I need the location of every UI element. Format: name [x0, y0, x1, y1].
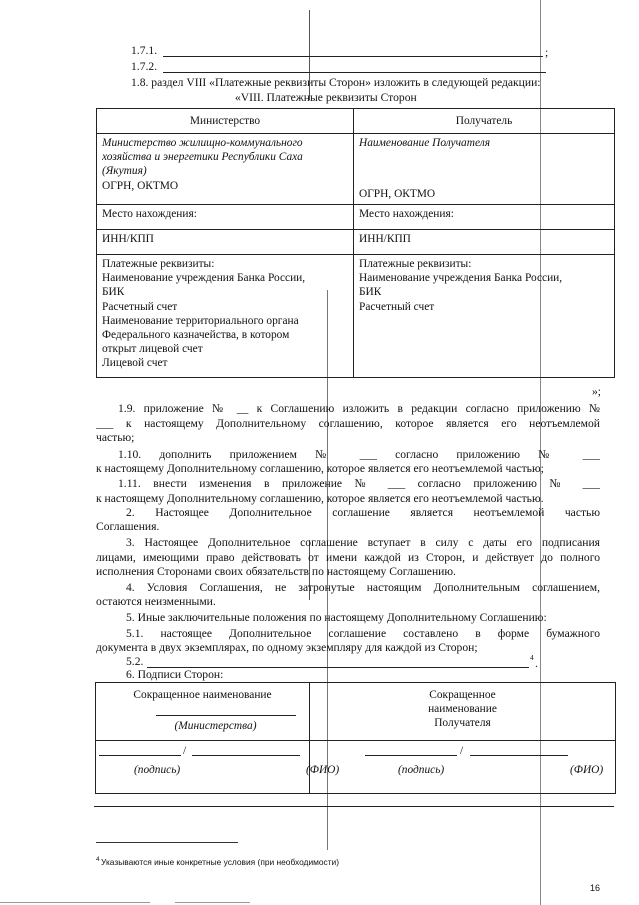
ministry-payment-line: БИК: [102, 286, 125, 299]
ministry-fio-label: (ФИО): [306, 764, 340, 776]
recipient-name: Наименование Получателя: [359, 137, 490, 149]
item-5-1-line: документа в двух экземплярах, по одному экземпляру для каждой из Сторон;: [96, 641, 478, 654]
ministry-payment-line: Федерального казначейства, в котором: [102, 329, 290, 342]
item-2-line: Соглашения.: [96, 520, 160, 533]
ministry-org-label: (Министерства): [174, 720, 257, 732]
ministry-signature-line: [99, 745, 181, 756]
recipient-signature-line: [365, 745, 457, 756]
item-1-7-1-label: 1.7.1.: [131, 44, 158, 57]
section-closing-mark: »;: [592, 385, 602, 398]
ministry-short-name-blank: [156, 705, 296, 716]
ministry-short-name-cell: [96, 683, 310, 741]
recipient-short-name-label: Получателя: [434, 717, 491, 729]
item-1-7-2-blank: [163, 60, 546, 73]
recipient-location: Место нахождения:: [354, 205, 615, 230]
signature-slash: /: [460, 745, 464, 757]
item-5-2-label: 5.2.: [126, 655, 144, 668]
item-1-11-line: 1.11. внести изменения в приложение № ___ согласно приложению № ___: [118, 477, 600, 490]
recipient-payment-line: Расчетный счет: [359, 300, 435, 313]
item-1-7-1-end: ;: [545, 46, 549, 59]
ministry-payment-line: Расчетный счет: [102, 300, 178, 313]
recipient-payment-details: [354, 255, 615, 378]
recipient-column-header: Получатель: [354, 109, 615, 134]
recipient-ogrn: ОГРН, ОКТМО: [359, 187, 436, 200]
item-1-11-line: к настоящему Дополнительному соглашению, которое является его неотъемлемой частью.: [96, 492, 544, 505]
item-3-line: исполнения Сторонами своих обязательств по настоящему Соглашению.: [96, 565, 456, 578]
item-1-10-line: к настоящему Дополнительному соглашению, которое является его неотъемлемой частью;: [96, 462, 544, 475]
recipient-name-cell: [354, 134, 615, 205]
section-viii-heading: «VIII. Платежные реквизиты Сторон: [235, 91, 417, 104]
item-1-9-line: 1.9. приложение № __ к Соглашению изложить в редакции согласно приложению №: [118, 402, 600, 415]
item-6: 6. Подписи Сторон:: [126, 668, 224, 681]
ministry-signature-cell: [96, 741, 340, 794]
signatures-table: [95, 682, 616, 794]
scan-artifact-line: [0, 902, 150, 903]
payment-requisites-table: [96, 108, 615, 378]
ministry-fio-line: [192, 745, 300, 756]
ministry-ogrn: ОГРН, ОКТМО: [102, 179, 179, 192]
ministry-payment-line: Наименование территориального органа: [102, 314, 299, 327]
footnote-mark: 4: [96, 856, 100, 863]
recipient-fio-line: [470, 745, 568, 756]
item-5-2-blank: [147, 655, 529, 668]
ministry-column-header: Министерство: [97, 109, 354, 134]
ministry-payment-line: Платежные реквизиты:: [102, 258, 215, 270]
item-1-10-line: 1.10. дополнить приложением № ___ согласно приложению № ___: [118, 448, 600, 461]
item-2-line: 2. Настоящее Дополнительное соглашение является неотъемлемой частью: [126, 506, 600, 519]
footnote-text: Указываются иные конкретные условия (при необходимости): [101, 857, 340, 867]
ministry-inn: ИНН/КПП: [97, 230, 354, 255]
signatures-separator: [94, 806, 614, 807]
recipient-short-name-label: наименование: [428, 703, 497, 715]
ministry-location: Место нахождения:: [97, 205, 354, 230]
item-5-1-line: 5.1. настоящее Дополнительное соглашение составлено в форме бумажного: [126, 627, 600, 640]
ministry-payment-line: открыт лицевой счет: [102, 343, 203, 356]
signature-slash: /: [183, 745, 187, 757]
recipient-inn: ИНН/КПП: [354, 230, 615, 255]
ministry-name-cell: [97, 134, 354, 205]
item-3-line: лицами, имеющими право действовать от имени каждой из Сторон, и действует до полного: [96, 551, 600, 564]
recipient-short-name-cell: [310, 683, 616, 741]
recipient-payment-line: БИК: [359, 286, 382, 299]
ministry-payment-line: Лицевой счет: [102, 357, 168, 370]
item-1-9-line: частью;: [96, 431, 135, 444]
ministry-name: Министерство жилищно-коммунального хозяйства и энергетики Республики Саха (Якутия): [102, 137, 303, 178]
footnote-separator: [96, 842, 238, 843]
item-3-line: 3. Настоящее Дополнительное соглашение вступает в силу с даты его подписания: [126, 536, 600, 549]
item-1-9-line: ___ к настоящему Дополнительному соглашению, которое является его неотъемлемой: [96, 417, 600, 430]
item-5-2-end: .: [535, 657, 538, 670]
ministry-signature-label: (подпись): [134, 764, 181, 776]
scan-artifact-line: [175, 902, 250, 903]
page-number: 16: [590, 883, 601, 893]
item-5: 5. Иные заключительные положения по настоящему Дополнительному Соглашению:: [126, 611, 547, 624]
recipient-payment-line: Платежные реквизиты:: [359, 258, 472, 270]
ministry-payment-line: Наименование учреждения Банка России,: [102, 272, 306, 285]
ministry-short-name-label: Сокращенное наименование: [133, 689, 272, 701]
ministry-payment-details: [97, 255, 354, 378]
recipient-fio-label: (ФИО): [570, 764, 604, 776]
item-1-7-1-blank: [163, 44, 543, 57]
recipient-payment-line: Наименование учреждения Банка России,: [359, 272, 563, 285]
footnote-ref: 4: [530, 653, 534, 662]
item-4-line: 4. Условия Соглашения, не затронутые настоящим Дополнительным соглашением,: [126, 581, 600, 594]
item-1-8-text: 1.8. раздел VIII «Платежные реквизиты Сторон» изложить в следующей редакции:: [131, 76, 541, 89]
recipient-signature-label: (подпись): [398, 764, 445, 776]
item-4-line: остаются неизменными.: [96, 595, 216, 608]
recipient-signature-cell: [310, 741, 616, 794]
recipient-short-name-label: Сокращенное: [429, 689, 496, 701]
item-1-7-2-label: 1.7.2.: [131, 60, 158, 73]
